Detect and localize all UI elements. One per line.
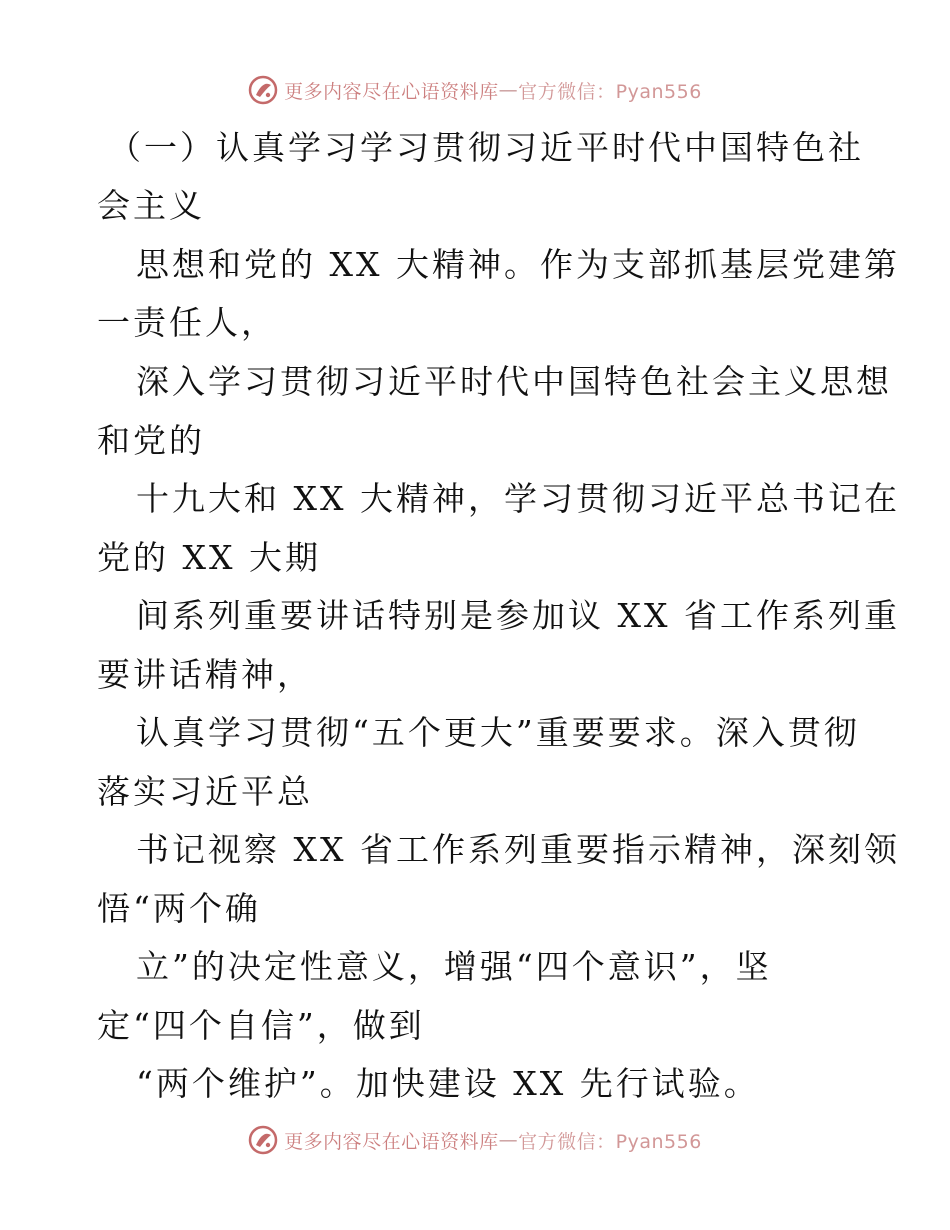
body-line-4: 一责任人， (97, 303, 277, 342)
body-line-12: 落实习近平总 (97, 772, 313, 811)
brand-logo-icon (248, 1125, 278, 1155)
footer-brand-text: 更多内容尽在心语资料库 (284, 1130, 499, 1153)
body-line-1: （一）认真学习学习贯彻习近平时代中国特色社 (108, 128, 864, 167)
body-line-13: 书记视察 XX 省工作系列重要指示精神，深刻领 (136, 830, 900, 869)
body-line-14: 悟“两个确 (97, 889, 261, 928)
body-line-15: 立”的决定性意义，增强“四个意识”，坚 (136, 947, 772, 986)
body-line-8: 党的 XX 大期 (97, 538, 321, 577)
footer-dash: — (498, 1129, 519, 1151)
footer-watermark (0, 1118, 950, 1162)
body-line-3: 思想和党的 XX 大精神。作为支部抓基层党建第 (136, 245, 900, 284)
body-line-16: 定“四个自信”，做到 (97, 1006, 425, 1045)
body-line-6: 和党的 (97, 421, 205, 460)
body-line-10: 要讲话精神， (97, 655, 313, 694)
footer-wechat-text: 官方微信：Pyan556 (518, 1130, 702, 1153)
body-line-17: “两个维护”。加快建设 XX 先行试验。 (136, 1064, 760, 1103)
header-dash: — (498, 79, 519, 101)
header-wechat-text: 官方微信：Pyan556 (518, 80, 702, 103)
body-line-11: 认真学习贯彻“五个更大”重要要求。深入贯彻 (136, 713, 860, 752)
body-line-7: 十九大和 XX 大精神，学习贯彻习近平总书记在 (136, 479, 900, 518)
body-line-5: 深入学习贯彻习近平时代中国特色社会主义思想 (136, 362, 892, 401)
body-line-9: 间系列重要讲话特别是参加议 XX 省工作系列重 (136, 596, 900, 635)
header-brand-text: 更多内容尽在心语资料库 (284, 80, 499, 103)
body-line-2: 会主义 (97, 186, 205, 225)
